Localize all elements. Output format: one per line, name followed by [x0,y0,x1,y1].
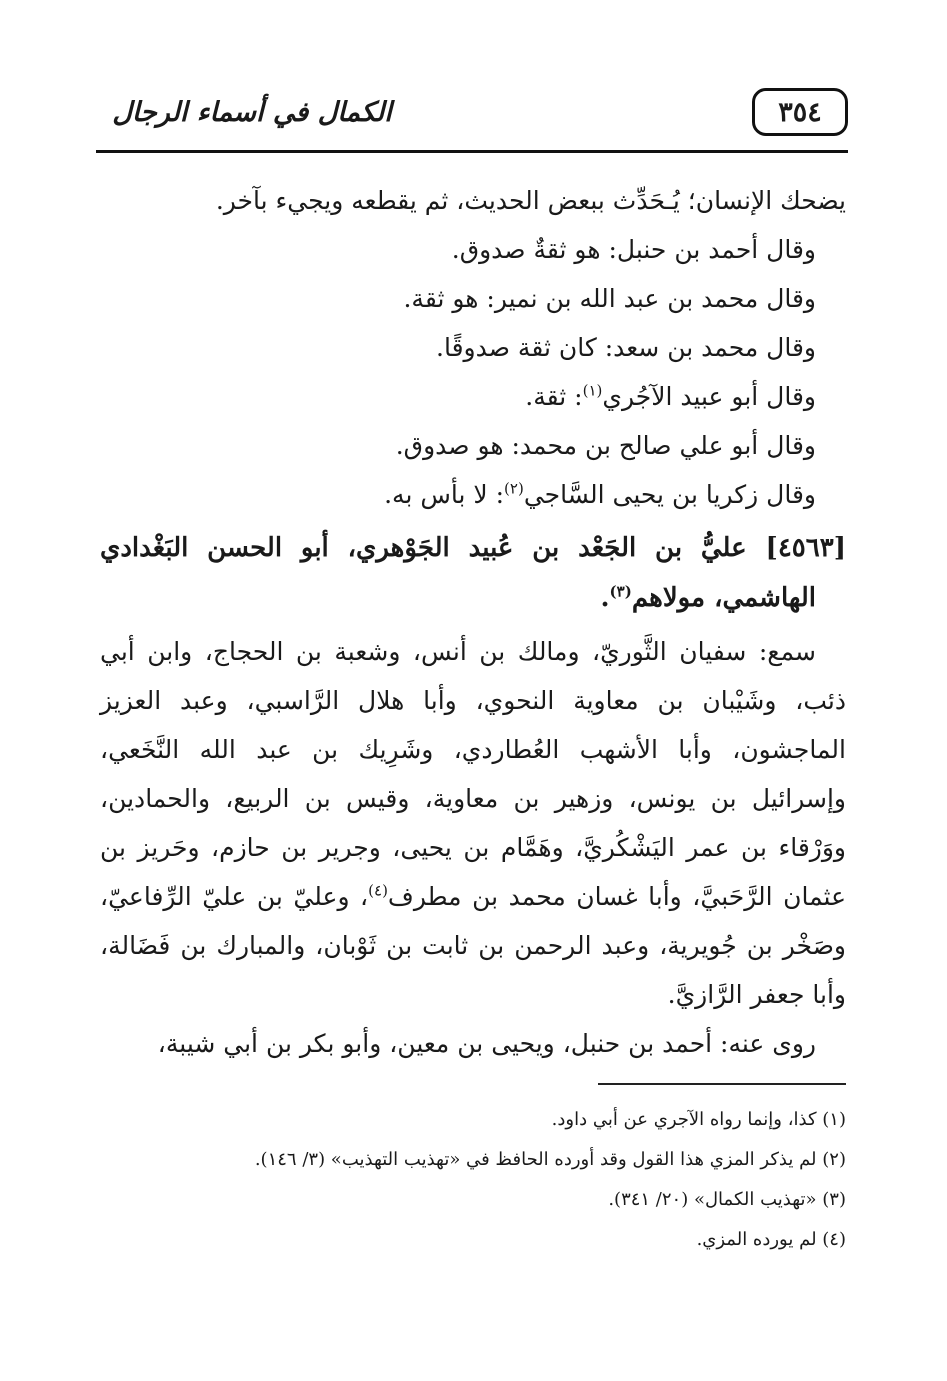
footnote-1: (١) كذا، وإنما رواه الآجري عن أبي داود. [551,1109,846,1130]
footnote-ref-2: (٢) [504,479,524,498]
text-line: وقال محمد بن عبد الله بن نمير: هو ثقة. [403,284,816,313]
main-text [100,176,846,1068]
text-line: وقال أبو علي صالح بن محمد: هو صدوق. [395,431,816,460]
quote-saji-tail: : لا بأس به. [384,480,505,509]
heard-from-paragraph [100,627,846,1019]
footnote-4: (٤) لم يورده المزي. [696,1229,846,1250]
footnote-2: (٢) لم يذكر المزي هذا القول وقد أورده الحافظ في «تهذيب التهذيب» (٣/ ١٤٦). [254,1149,846,1170]
footnote-3: (٣) «تهذيب الكمال» (٢٠/ ٣٤١). [608,1189,846,1210]
header-rule [96,150,848,153]
text-line [100,470,846,519]
page-number: ٣٥٤ [752,88,848,136]
quote-ajurri-tail: : ثقة. [525,382,583,411]
text-line: وقال محمد بن سعد: كان ثقة صدوقًا. [436,333,816,362]
entry-heading [100,523,846,623]
text-line [100,372,846,421]
narrated-by-paragraph: روى عنه: أحمد بن حنبل، ويحيى بن معين، وأبو بكر بن أبي شيبة، [157,1029,816,1058]
text-line: وقال أحمد بن حنبل: هو ثقةٌ صدوق. [451,235,816,264]
footnotes [100,1100,846,1260]
heard-part1: سمع: سفيان الثَّوريّ، ومالك بن أنس، وشعبة بن الحجاج، وابن أبي ذئب، وشَيْبان بن معاوية النحوي، وأبا هلال الرَّاسبي، وعبد العزيز الماجشون، وأبا الأشهب العُطاردي، وشَرِيك بن عبد الله النَّخَعي، وإسرائيل بن يونس، وزهير بن معاوية، وقيس بن الربيع، والحمادين، ووَرْقاء بن عمر اليَشْكُريَّ، وهَمَّام بن يحيى، وجرير بن حازم، وحَريز بن عثمان الرَّحَبيَّ، وأبا غسان محمد بن مطرف [100,637,847,911]
footnote-ref-3: (٣) [609,582,632,601]
quote-ajurri: وقال أبو عبيد الآجُري [602,382,816,411]
footnote-ref-1: (١) [582,381,603,400]
footnote-ref-4: (٤) [368,881,388,900]
heard-part2: ، وعليّ بن عليّ الرِّفاعيّ، وصَخْر بن جُويرية، وعبد الرحمن بن ثابت بن ثَوْبان، والمبارك بن فَضَالة، وأبا جعفر الرَّازيَّ. [100,882,846,1009]
footnote-separator [598,1083,846,1085]
entry-name: عليُّ بن الجَعْد بن عُبيد الجَوْهري، أبو الحسن البَغْدادي [100,533,747,563]
page-header [96,78,848,154]
text-line: يضحك الإنسان؛ يُـحَدِّث ببعض الحديث، ثم يقطعه ويجيء بآخر. [215,186,846,215]
entry-end: . [600,583,610,613]
running-title: الكمال في أسماء الرجال [112,96,392,128]
entry-name-cont: الهاشمي، مولاهم [631,583,816,613]
quote-saji: وقال زكريا بن يحيى السَّاجي [523,480,816,509]
entry-number: [٤٥٦٣] [765,533,846,563]
